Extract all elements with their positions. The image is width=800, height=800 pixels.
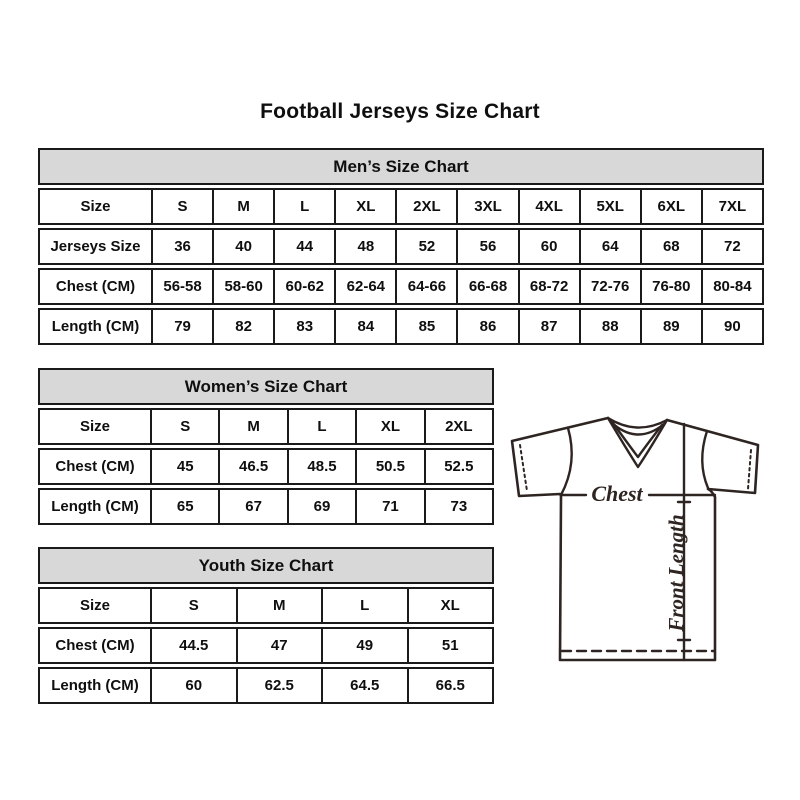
size-value-cell: 84 xyxy=(334,310,395,343)
size-value-cell: 64 xyxy=(579,230,640,263)
size-value-cell: 48.5 xyxy=(287,450,355,483)
table-row xyxy=(38,308,764,345)
size-value-cell: 87 xyxy=(518,310,579,343)
size-value-cell: 60 xyxy=(150,669,236,702)
youth-table-title: Youth Size Chart xyxy=(38,547,494,584)
size-value-cell: 36 xyxy=(151,230,212,263)
size-value-cell: XL xyxy=(334,190,395,223)
row-label-cell: Jerseys Size xyxy=(50,238,141,255)
right-sleeve-seam xyxy=(702,431,708,488)
size-value-cell: 7XL xyxy=(701,190,762,223)
left-sleeve-seam xyxy=(561,428,572,495)
jersey-measurement-diagram xyxy=(498,405,774,671)
size-value-cell: 52.5 xyxy=(424,450,492,483)
size-value-cell: 51 xyxy=(407,629,493,662)
youth-table-rows xyxy=(38,587,494,704)
size-value-cell: 88 xyxy=(579,310,640,343)
size-value-cell: 4XL xyxy=(518,190,579,223)
size-value-cell: XL xyxy=(355,410,423,443)
size-value-cell: 71 xyxy=(355,490,423,523)
size-value-cell: 79 xyxy=(151,310,212,343)
size-value-cell: 69 xyxy=(287,490,355,523)
size-value-cell: 72-76 xyxy=(579,270,640,303)
womens-table-rows xyxy=(38,408,494,525)
size-value-cell: 66-68 xyxy=(456,270,517,303)
size-value-cell: 64.5 xyxy=(321,669,407,702)
page-title: Football Jerseys Size Chart xyxy=(260,100,540,123)
size-value-cell: 86 xyxy=(456,310,517,343)
size-value-cell: 82 xyxy=(212,310,273,343)
table-row xyxy=(38,488,494,525)
row-label-cell: Size xyxy=(80,198,111,215)
size-value-cell: 73 xyxy=(424,490,492,523)
size-value-cell: 72 xyxy=(701,230,762,263)
size-value-cell: 83 xyxy=(273,310,334,343)
size-value-cell: 65 xyxy=(150,490,218,523)
mens-table-title: Men’s Size Chart xyxy=(38,148,764,185)
size-value-cell: 3XL xyxy=(456,190,517,223)
size-value-cell: 6XL xyxy=(640,190,701,223)
size-value-cell: 52 xyxy=(395,230,456,263)
size-value-cell: 46.5 xyxy=(218,450,286,483)
size-value-cell: 45 xyxy=(150,450,218,483)
front-length-label: Front Length xyxy=(664,514,688,632)
table-row xyxy=(38,268,764,305)
size-value-cell: 90 xyxy=(701,310,762,343)
chest-label: Chest xyxy=(591,481,643,506)
row-label-cell: Chest (CM) xyxy=(55,278,136,295)
table-row xyxy=(38,587,494,624)
size-value-cell: 76-80 xyxy=(640,270,701,303)
left-cuff-stitch xyxy=(520,445,527,491)
youth-size-chart-table xyxy=(38,547,494,704)
row-label-cell: Size xyxy=(79,597,110,614)
size-value-cell: 44.5 xyxy=(150,629,236,662)
row-label-cell: Size xyxy=(79,418,110,435)
size-value-cell: 56-58 xyxy=(151,270,212,303)
size-value-cell: 2XL xyxy=(424,410,492,443)
row-label-cell: Length (CM) xyxy=(51,318,140,335)
table-row xyxy=(38,667,494,704)
size-value-cell: 48 xyxy=(334,230,395,263)
size-value-cell: 64-66 xyxy=(395,270,456,303)
size-value-cell: 49 xyxy=(321,629,407,662)
size-value-cell: 68-72 xyxy=(518,270,579,303)
size-value-cell: 5XL xyxy=(579,190,640,223)
size-value-cell: 2XL xyxy=(395,190,456,223)
mens-size-chart-table xyxy=(38,148,764,345)
size-value-cell: 60 xyxy=(518,230,579,263)
table-row xyxy=(38,188,764,225)
size-value-cell: 85 xyxy=(395,310,456,343)
size-value-cell: 47 xyxy=(236,629,322,662)
size-value-cell: L xyxy=(321,589,407,622)
row-label-cell: Length (CM) xyxy=(51,498,139,515)
size-value-cell: 68 xyxy=(640,230,701,263)
table-row xyxy=(38,627,494,664)
row-label-cell: Chest (CM) xyxy=(55,458,135,475)
mens-table-rows xyxy=(38,188,764,345)
row-label-cell: Length (CM) xyxy=(51,677,139,694)
size-value-cell: M xyxy=(218,410,286,443)
size-value-cell: 89 xyxy=(640,310,701,343)
womens-table-title: Women’s Size Chart xyxy=(38,368,494,405)
size-value-cell: 62.5 xyxy=(236,669,322,702)
size-value-cell: XL xyxy=(407,589,493,622)
size-value-cell: M xyxy=(236,589,322,622)
size-value-cell: 67 xyxy=(218,490,286,523)
size-value-cell: L xyxy=(287,410,355,443)
row-label-cell: Chest (CM) xyxy=(55,637,135,654)
table-row xyxy=(38,408,494,445)
size-value-cell: S xyxy=(150,410,218,443)
size-value-cell: 62-64 xyxy=(334,270,395,303)
womens-size-chart-table xyxy=(38,368,494,525)
size-value-cell: 80-84 xyxy=(701,270,762,303)
size-value-cell: 56 xyxy=(456,230,517,263)
size-value-cell: L xyxy=(273,190,334,223)
table-row xyxy=(38,448,494,485)
size-value-cell: 60-62 xyxy=(273,270,334,303)
size-value-cell: 44 xyxy=(273,230,334,263)
size-value-cell: 58-60 xyxy=(212,270,273,303)
table-row xyxy=(38,228,764,265)
size-value-cell: M xyxy=(212,190,273,223)
right-cuff-stitch xyxy=(748,450,751,489)
size-value-cell: 40 xyxy=(212,230,273,263)
size-value-cell: 66.5 xyxy=(407,669,493,702)
size-value-cell: 50.5 xyxy=(355,450,423,483)
size-value-cell: S xyxy=(151,190,212,223)
size-value-cell: S xyxy=(150,589,236,622)
